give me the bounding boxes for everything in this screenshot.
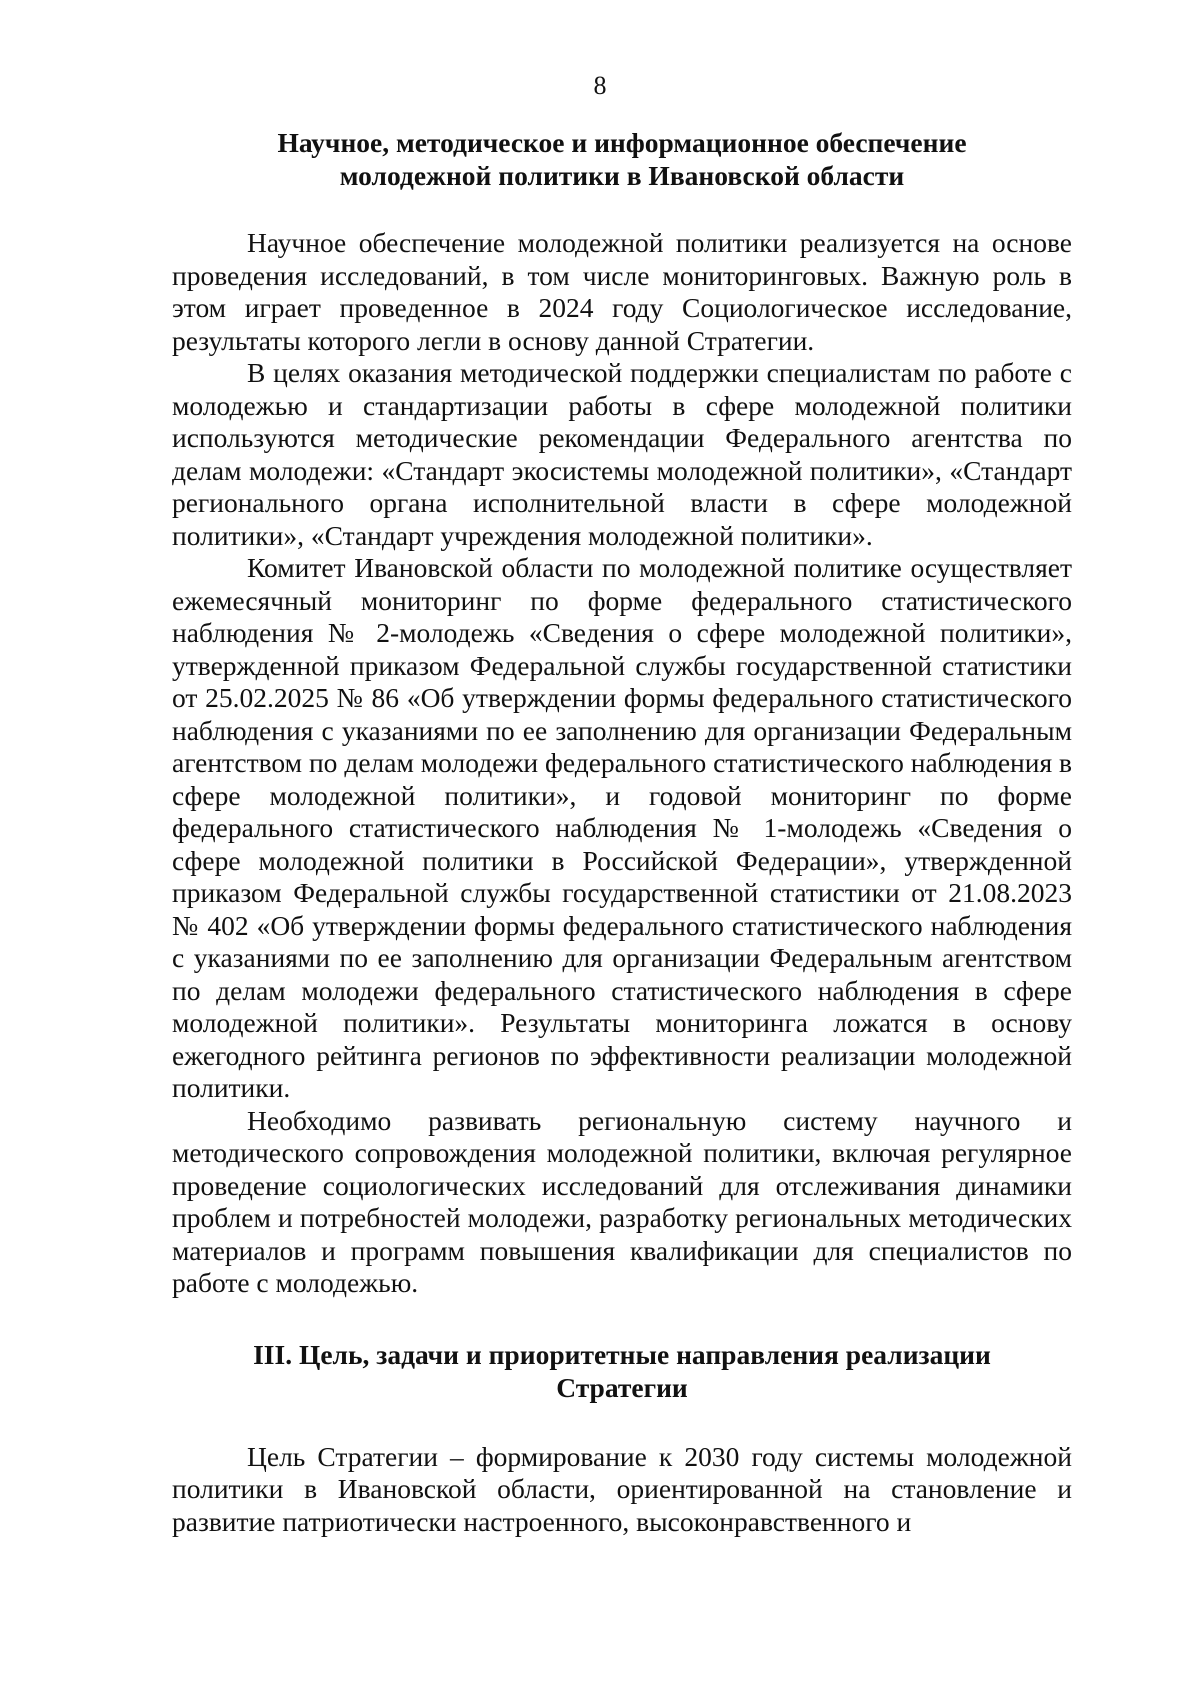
section-heading-goals: [172, 1338, 1072, 1404]
page-content: [172, 126, 1072, 1538]
section-heading-science-support: [172, 126, 1072, 192]
paragraph: Комитет Ивановской области по молодежной политике осуществляет ежемесячный мониторинг по форме федерального статистического наблюдения № 2-молодежь «Сведения о сфере молодежной политики», утвержденной приказом Федеральной службы государственной статистики от 25.02.2025 № 86 «Об утверждении формы федерального статистического наблюдения с указаниями по ее заполнению для организации Федеральным агентством по делам молодежи федерального статистического наблюдения в сфере молодежной политики», и годовой мониторинг по форме федерального статистического наблюдения № 1-молодежь «Сведения о сфере молодежной политики в Российской Федерации», утвержденной приказом Федеральной службы государственной статистики от 21.08.2023 № 402 «Об утверждении формы федерального статистического наблюдения с указаниями по ее заполнению для организации Федеральным агентством по делам молодежи федерального статистического наблюдения в сфере молодежной политики». Результаты мониторинга ложатся в основу ежегодного рейтинга регионов по эффективности реализации молодежной политики.: [172, 552, 1072, 1103]
heading-line: III. Цель, задачи и приоритетные направления реализации: [253, 1338, 991, 1370]
heading-line: Стратегии: [556, 1371, 688, 1403]
paragraph: Необходимо развивать региональную систему научного и методического сопровождения молодежной политики, включая регулярное проведение социологических исследований для отслеживания динамики проблем и потребностей молодежи, разработку региональных методических материалов и программ повышения квалификации для специалистов по работе с молодежью.: [172, 1104, 1072, 1298]
page-number: 8: [593, 71, 607, 100]
heading-line: молодежной политики в Ивановской области: [339, 160, 905, 191]
heading-line: Научное, методическое и информационное обеспечение: [277, 127, 967, 158]
paragraph: В целях оказания методической поддержки специалистам по работе с молодежью и стандартизации работы в сфере молодежной политики используются методические рекомендации Федерального агентства по делам молодежи: «Стандарт экосистемы молодежной политики», «Стандарт регионального органа исполнительной власти в сфере молодежной политики», «Стандарт учреждения молодежной политики».: [172, 357, 1072, 551]
paragraph: Научное обеспечение молодежной политики реализуется на основе проведения исследований, в том числе мониторинговых. Важную роль в этом играет проведенное в 2024 году Социологическое исследование, результаты которого легли в основу данной Стратегии.: [172, 227, 1072, 356]
paragraph: Цель Стратегии – формирование к 2030 году системы молодежной политики в Ивановской области, ориентированной на становление и развитие патриотически настроенного, высоконравственного и: [172, 1440, 1072, 1537]
